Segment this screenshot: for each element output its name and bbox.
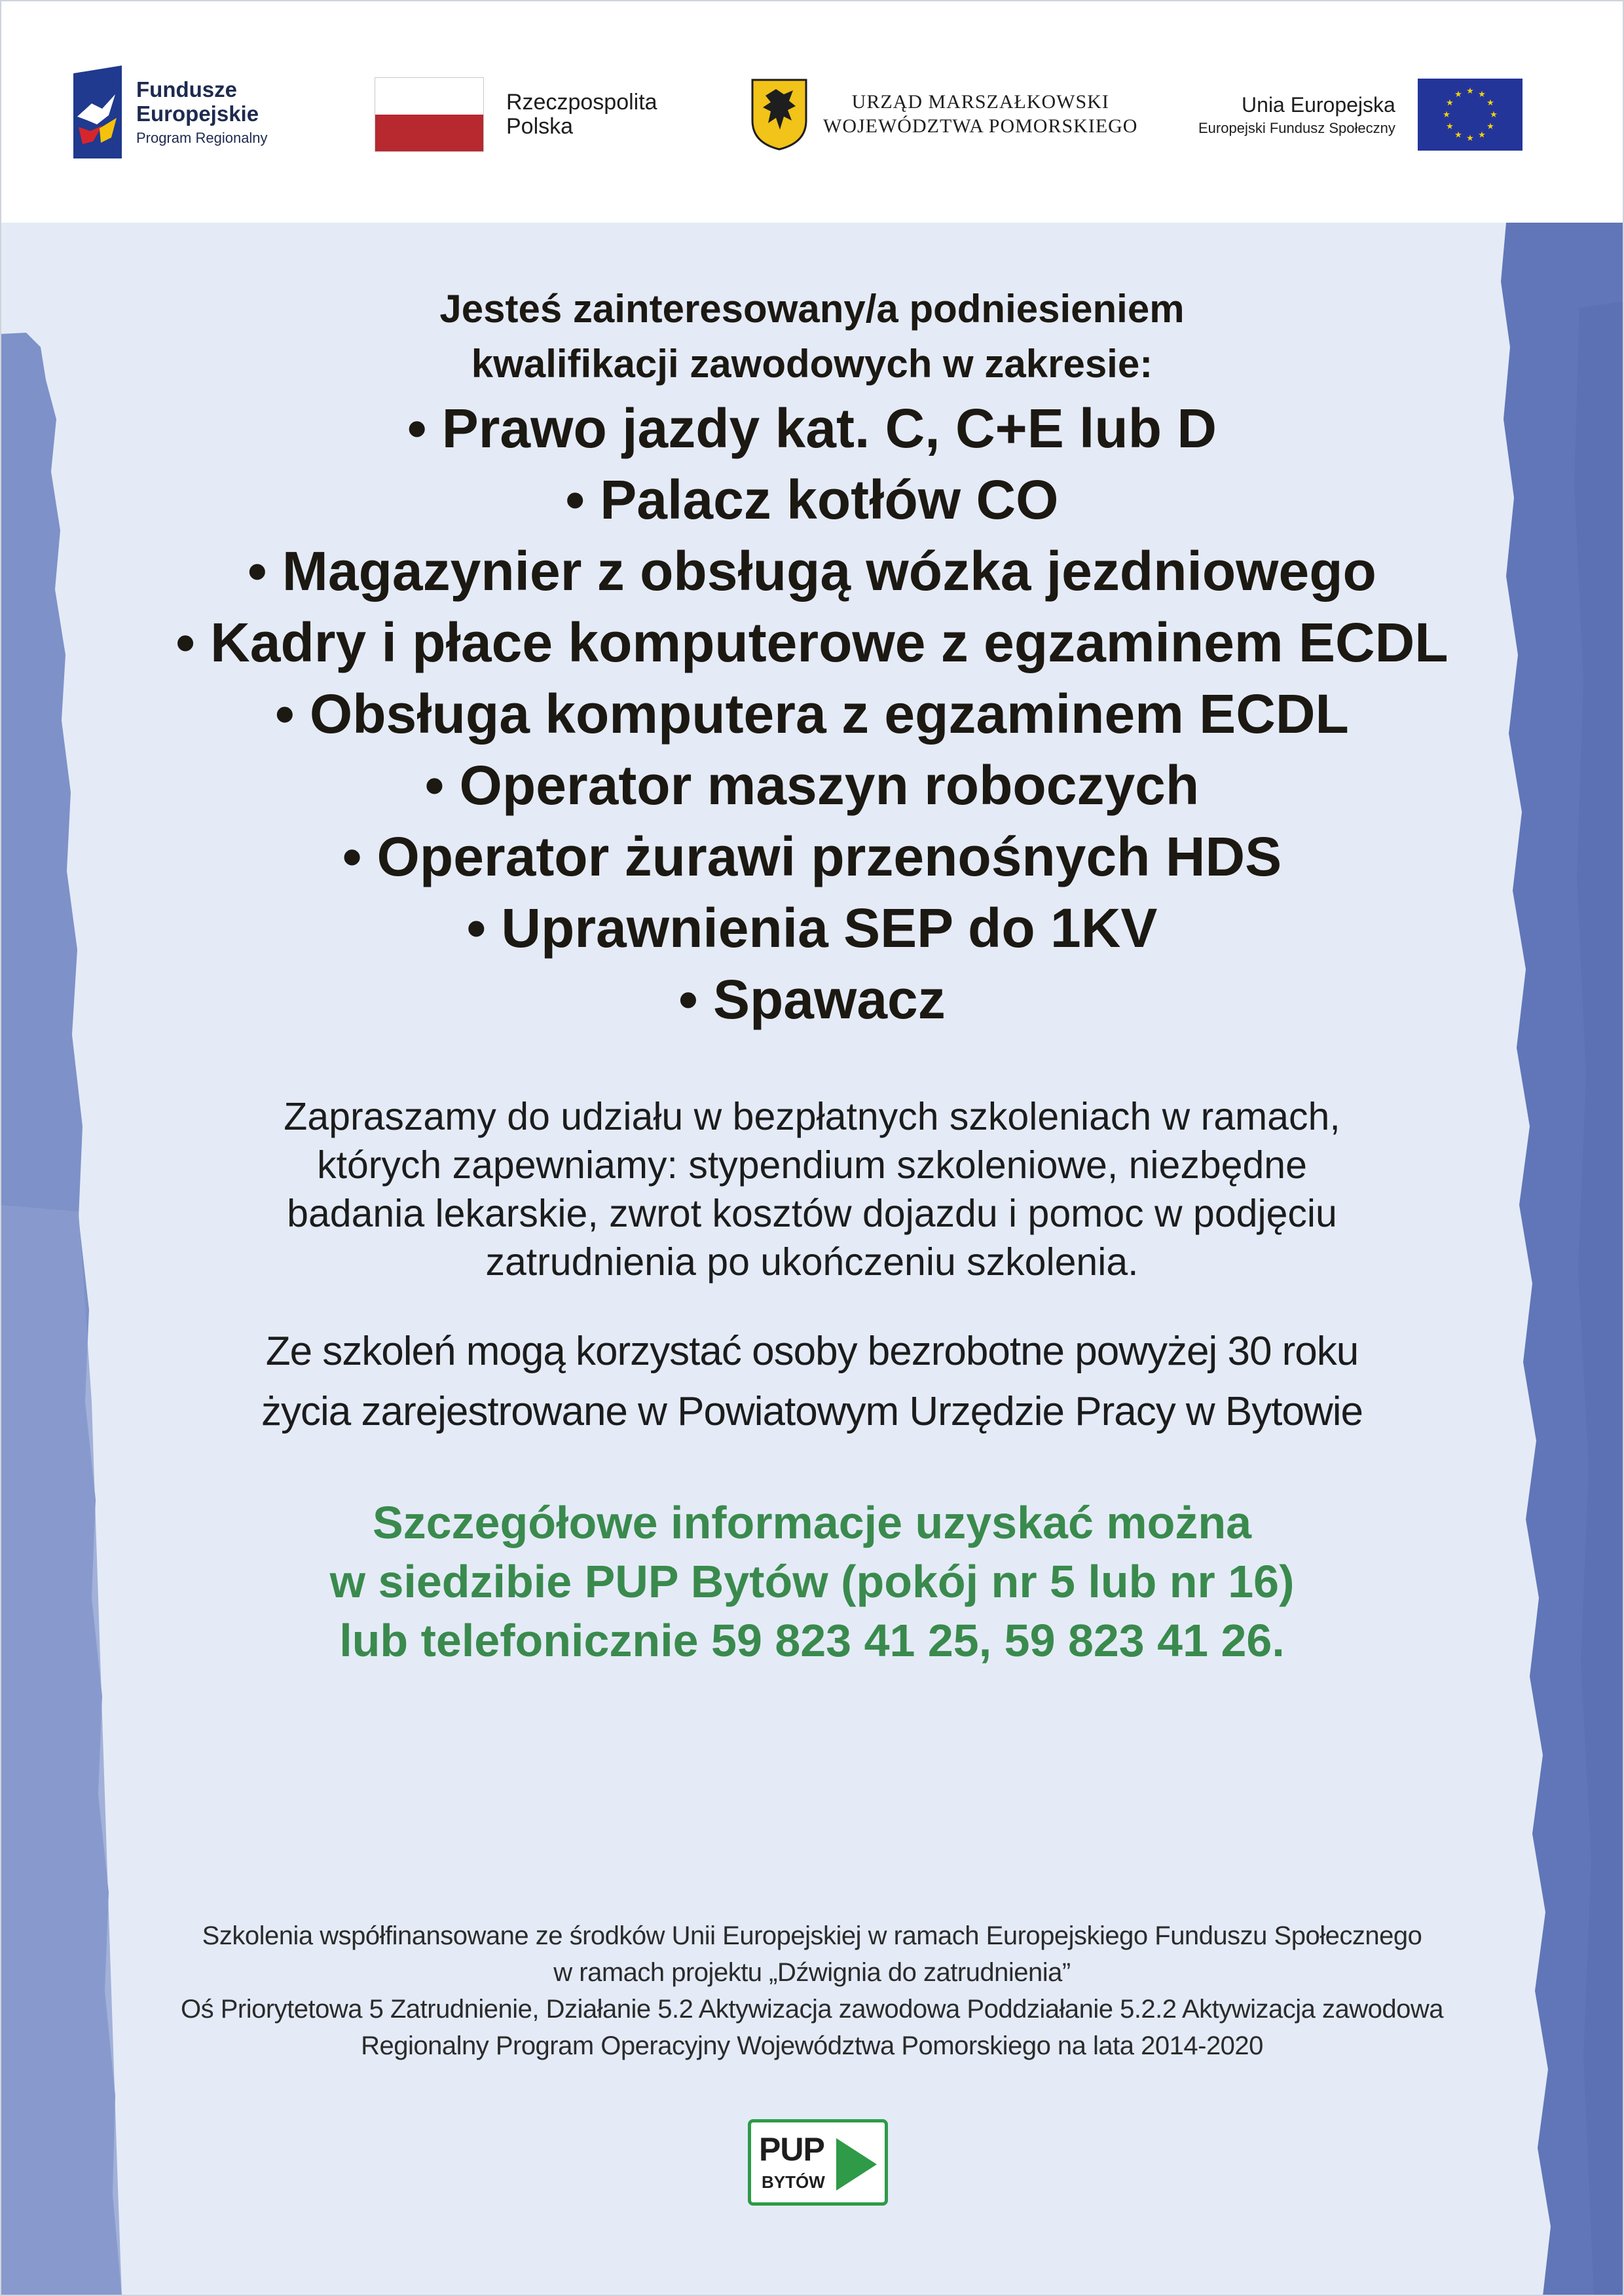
rp-line2: Polska xyxy=(506,114,574,139)
course-item: • Palacz kotłów CO xyxy=(565,469,1059,530)
course-item: • Kadry i płace komputerowe z egzaminem ECDL xyxy=(175,612,1449,673)
pup-logo-main: PUP xyxy=(759,2131,824,2168)
invitation-line: zatrudnienia po ukończeniu szkolenia. xyxy=(485,1240,1139,1284)
svg-text:★: ★ xyxy=(1454,130,1462,140)
svg-text:★: ★ xyxy=(1466,86,1474,96)
ue-line1: Unia Europejska xyxy=(1242,92,1395,117)
contact-line: Szczegółowe informacje uzyskać można xyxy=(372,1497,1252,1548)
footer-line: w ramach projektu „Dźwignia do zatrudnienia” xyxy=(553,1958,1071,1987)
svg-text:★: ★ xyxy=(1478,90,1486,100)
contact-line: w siedzibie PUP Bytów (pokój nr 5 lub nr 16) xyxy=(329,1556,1295,1607)
funding-footer xyxy=(0,1917,1624,2064)
course-item: • Uprawnienia SEP do 1KV xyxy=(466,897,1158,959)
svg-text:★: ★ xyxy=(1478,130,1486,140)
eligibility-paragraph xyxy=(0,1322,1624,1442)
pup-logo-sub: BYTÓW xyxy=(762,2172,825,2192)
course-item: • Obsługa komputera z egzaminem ECDL xyxy=(275,683,1349,745)
course-item: • Spawacz xyxy=(678,969,946,1030)
svg-text:★: ★ xyxy=(1486,98,1494,108)
invitation-line: Zapraszamy do udziału w bezpłatnych szkoleniach w ramach, xyxy=(284,1095,1340,1138)
ue-line2: Europejski Fundusz Społeczny xyxy=(1198,119,1395,136)
fe-line3: Program Regionalny xyxy=(136,129,268,146)
svg-text:★: ★ xyxy=(1466,134,1474,143)
fe-line2: Europejskie xyxy=(136,101,259,126)
svg-text:★: ★ xyxy=(1443,110,1450,120)
svg-text:★: ★ xyxy=(1454,90,1462,100)
course-item: • Magazynier z obsługą wózka jezdniowego xyxy=(248,540,1376,602)
um-line1: URZĄD MARSZAŁKOWSKI xyxy=(851,90,1109,113)
invitation-line: badania lekarskie, zwrot kosztów dojazdu i pomoc w podjęciu xyxy=(287,1192,1337,1235)
eligibility-line: Ze szkoleń mogą korzystać osoby bezrobotne powyżej 30 roku xyxy=(265,1329,1359,1374)
course-item: • Operator maszyn roboczych xyxy=(424,754,1200,816)
svg-text:★: ★ xyxy=(1486,122,1494,132)
svg-text:★: ★ xyxy=(1446,98,1454,108)
footer-line: Oś Priorytetowa 5 Zatrudnienie, Działanie 5.2 Aktywizacja zawodowa Poddziałanie 5.2.2 Aktywizacja zawodowa xyxy=(180,1995,1444,2024)
intro-line: Jesteś zainteresowany/a podniesieniem xyxy=(439,287,1185,331)
pup-bytow-logo xyxy=(748,2119,888,2206)
svg-text:★: ★ xyxy=(1490,110,1498,120)
rp-line1: Rzeczpospolita xyxy=(506,89,657,115)
contact-info xyxy=(0,1493,1624,1670)
svg-text:★: ★ xyxy=(1446,122,1454,132)
contact-line: lub telefonicznie 59 823 41 25, 59 823 41 26. xyxy=(339,1615,1285,1666)
course-list xyxy=(0,393,1624,1035)
course-item: • Operator żurawi przenośnych HDS xyxy=(342,826,1282,887)
eligibility-line: życia zarejestrowane w Powiatowym Urzędzie Pracy w Bytowie xyxy=(261,1389,1363,1434)
invitation-line: których zapewniamy: stypendium szkoleniowe, niezbędne xyxy=(317,1143,1307,1187)
fe-line1: Fundusze xyxy=(136,77,237,102)
footer-line: Regionalny Program Operacyjny Województwa Pomorskiego na lata 2014-2020 xyxy=(361,2031,1263,2060)
um-line2: WOJEWÓDZTWA POMORSKIEGO xyxy=(823,115,1138,137)
course-item: • Prawo jazdy kat. C, C+E lub D xyxy=(407,398,1217,459)
green-arrow-icon xyxy=(836,2133,878,2196)
footer-line: Szkolenia współfinansowane ze środków Unii Europejskiej w ramach Europejskiego Funduszu Społecznego xyxy=(202,1921,1422,1950)
intro-heading xyxy=(0,282,1624,392)
invitation-paragraph xyxy=(0,1092,1624,1286)
intro-line: kwalifikacji zawodowych w zakresie: xyxy=(471,342,1153,386)
